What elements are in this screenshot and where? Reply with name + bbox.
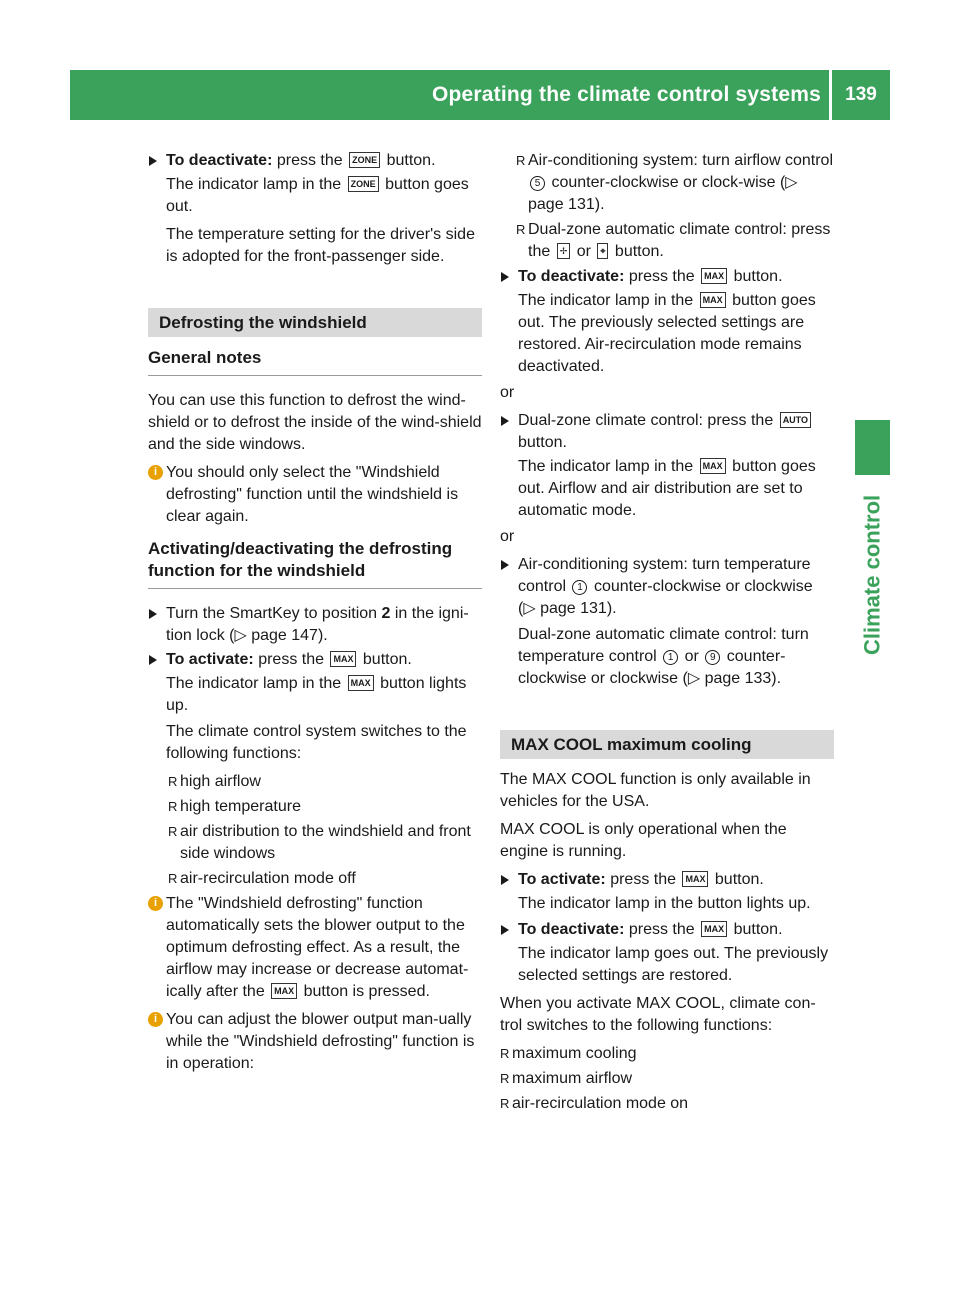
maxcool-button-icon: MAX [701,921,727,937]
page-number: 139 [845,84,877,105]
or-text: or [500,528,515,545]
page-title: Operating the climate control systems [431,83,821,106]
list-item: R air-recirculation mode on [500,1093,834,1115]
step-smartkey: Turn the SmartKey to position 2 in the igni-tion lock (▷ page 147). [148,603,482,647]
dual-lamp-text: The indicator lamp in the MAX button goes out. Airflow and air distribution are set to automatic mode. [518,458,816,519]
list-item: R high airflow [148,771,482,793]
info-icon: i [148,896,163,911]
maxcool-deact-lamp-text: The indicator lamp goes out. The previously selected settings are restored. [518,945,829,984]
control-1-icon: 1 [663,650,678,665]
fan-increase-icon: ✢ [557,243,571,259]
control-1-icon: 1 [572,580,587,595]
subheading-general-notes: General notes [148,347,482,376]
switch-text: The climate control system switches to the following functions: [166,723,467,762]
defrost-button-icon: MAX [700,292,726,308]
defrost-button-icon: MAX [330,651,356,667]
temp-note: The temperature setting for the driver's side is adopted for the front-passenger side. [166,226,475,265]
zone-button-icon: ZONE [349,152,380,168]
or-text: or [500,384,515,401]
subheading-activating: Activating/deactivating the defrosting function for the windshield [148,538,482,589]
defrost-button-icon: MAX [701,268,727,284]
defrost-lamp-text: The indicator lamp in the MAX button lights up. [166,675,467,714]
info-note-3: i You can adjust the blower output man-ually while the "Windshield defrosting" function is in operation: [148,1009,482,1075]
maxcool-lamp-text: The indicator lamp in the button lights up. [518,895,811,912]
section-heading-defrost: Defrosting the windshield [148,308,482,337]
list-item: R Air-conditioning system: turn airflow control 5 counter-clockwise or clock-wise (▷ page 131). [500,150,834,216]
step-deactivate-zone: To deactivate: press the ZONE button. [148,150,482,172]
defrost-button-icon: MAX [271,983,297,999]
list-item: R high temperature [148,796,482,818]
info-icon: i [148,1012,163,1027]
list-item: R air distribution to the windshield and front side windows [148,821,482,865]
step-ac-temperature: Air-conditioning system: turn temperature control 1 counter-clockwise or clockwise (▷ page 131). [500,554,834,620]
auto-button-icon: AUTO [780,412,811,428]
info-icon: i [148,465,163,480]
deact-lamp-text: The indicator lamp in the MAX button goes out. The previously selected settings are restored. Air-recirculation mode remains deactivated. [518,292,816,375]
step-deactivate-maxcool: To deactivate: press the MAX button. [500,919,834,941]
step-dual-zone-auto: Dual-zone climate control: press the AUTO button. [500,410,834,454]
dz-temperature-text: Dual-zone automatic climate control: turn temperature control 1 or 9 counter-clockwise or clockwise (▷ page 133). [518,626,809,687]
defrost-button-icon: MAX [700,458,726,474]
maxcool-p2: MAX COOL is only operational when the engine is running. [500,821,787,860]
info-note-2: i The "Windshield defrosting" function automatically sets the blower output to the optimum defrosting effect. As a result, the airflow may increase or decrease automat-ically after the MAX button is pressed. [148,893,482,1003]
step-deactivate-defrost: To deactivate: press the MAX button. [500,266,834,288]
zone-button-icon: ZONE [348,176,379,192]
side-tab-block [855,420,890,475]
step-activate-defrost: To activate: press the MAX button. [148,649,482,671]
side-tab-label: Climate control [859,494,885,656]
left-column [148,150,482,1081]
maxcool-p1: The MAX COOL function is only available in vehicles for the USA. [500,771,811,810]
fan-decrease-icon: ⌖ [597,243,608,259]
step-activate-maxcool: To activate: press the MAX button. [500,869,834,891]
list-item: R air-recirculation mode off [148,868,482,890]
info-note-1: i You should only select the "Windshield defrosting" function until the windshield is clear again. [148,462,482,528]
zone-lamp-text: The indicator lamp in the ZONE button goes out. [166,176,469,215]
list-item: R maximum cooling [500,1043,834,1065]
maxcool-when: When you activate MAX COOL, climate con-trol switches to the following functions: [500,995,816,1034]
maxcool-button-icon: MAX [682,871,708,887]
section-heading-maxcool: MAX COOL maximum cooling [500,730,834,759]
header-bar [70,70,890,120]
defrost-button-icon: MAX [348,675,374,691]
control-9-icon: 9 [705,650,720,665]
general-text: You can use this function to defrost the wind-shield or to defrost the inside of the wind-shield and the side windows. [148,392,482,453]
list-item: R Dual-zone automatic climate control: press the ✢ or ⌖ button. [500,219,834,263]
list-item: R maximum airflow [500,1068,834,1090]
right-column [500,150,834,1118]
control-5-icon: 5 [530,176,545,191]
